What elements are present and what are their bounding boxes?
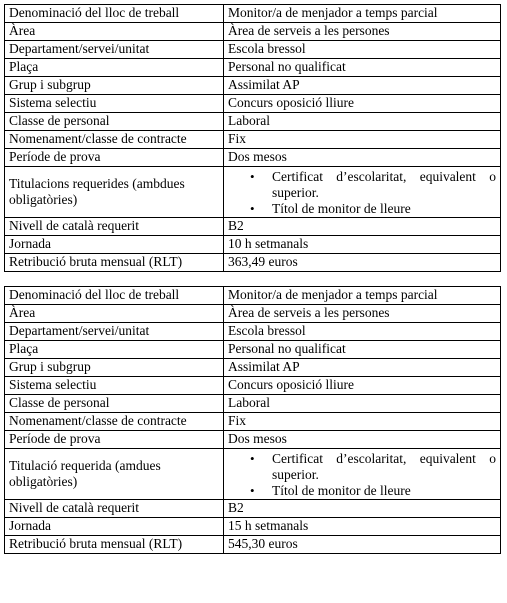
titulacions-value [224, 449, 501, 500]
titulacions-label: Titulacions requerides (ambdues obligatòries) [5, 167, 224, 218]
row-label: Període de prova [5, 431, 224, 449]
table-row [5, 77, 501, 95]
table-row [5, 23, 501, 41]
list-item [250, 483, 496, 499]
row-value: Assimilat AP [224, 359, 501, 377]
row-label: Classe de personal [5, 113, 224, 131]
table-row-titulacions [5, 167, 501, 218]
table-row-titulacions [5, 449, 501, 500]
job-table-2 [4, 286, 501, 554]
row-value: 10 h setmanals [224, 236, 501, 254]
row-label: Retribució bruta mensual (RLT) [5, 254, 224, 272]
document-body [4, 4, 501, 554]
row-label: Denominació del lloc de treball [5, 5, 224, 23]
row-label: Denominació del lloc de treball [5, 287, 224, 305]
row-label: Plaça [5, 59, 224, 77]
requirements-list [228, 451, 496, 499]
table-row [5, 149, 501, 167]
bullet-icon: • [250, 169, 255, 184]
row-value: Personal no qualificat [224, 341, 501, 359]
table-row [5, 41, 501, 59]
row-value: B2 [224, 500, 501, 518]
row-value: Dos mesos [224, 149, 501, 167]
list-item [250, 169, 496, 201]
table-row [5, 518, 501, 536]
row-label: Plaça [5, 341, 224, 359]
job-table-1 [4, 4, 501, 272]
table-row [5, 500, 501, 518]
row-label: Classe de personal [5, 395, 224, 413]
table-row [5, 95, 501, 113]
row-label: Jornada [5, 236, 224, 254]
row-value: Concurs oposició lliure [224, 377, 501, 395]
row-label: Nivell de català requerit [5, 500, 224, 518]
table-row [5, 431, 501, 449]
row-value: 15 h setmanals [224, 518, 501, 536]
row-value: Personal no qualificat [224, 59, 501, 77]
bullet-icon: • [250, 201, 255, 216]
table-row [5, 254, 501, 272]
row-value: Monitor/a de menjador a temps parcial [224, 5, 501, 23]
list-item [250, 201, 496, 217]
row-value: Laboral [224, 395, 501, 413]
requirements-list [228, 169, 496, 217]
row-label: Nivell de català requerit [5, 218, 224, 236]
table-row [5, 323, 501, 341]
row-label: Àrea [5, 305, 224, 323]
table-row [5, 377, 501, 395]
row-value: Laboral [224, 113, 501, 131]
row-value: Escola bressol [224, 323, 501, 341]
row-value: Fix [224, 131, 501, 149]
row-label: Retribució bruta mensual (RLT) [5, 536, 224, 554]
table-row [5, 536, 501, 554]
row-label: Departament/servei/unitat [5, 323, 224, 341]
row-label: Període de prova [5, 149, 224, 167]
requirement-text: Títol de monitor de lleure [272, 483, 411, 498]
row-value: Fix [224, 413, 501, 431]
row-value: 545,30 euros [224, 536, 501, 554]
requirement-text: Certificat d’escolaritat, equivalent o superior. [272, 451, 496, 482]
requirement-text: Certificat d’escolaritat, equivalent o superior. [272, 169, 496, 200]
table-row [5, 131, 501, 149]
titulacions-label: Titulació requerida (amdues obligatòries) [5, 449, 224, 500]
row-value: Concurs oposició lliure [224, 95, 501, 113]
table-row [5, 59, 501, 77]
row-label: Àrea [5, 23, 224, 41]
row-value: Àrea de serveis a les persones [224, 305, 501, 323]
list-item [250, 451, 496, 483]
row-label: Departament/servei/unitat [5, 41, 224, 59]
row-label: Nomenament/classe de contracte [5, 131, 224, 149]
table-row [5, 236, 501, 254]
table-row [5, 359, 501, 377]
row-value: B2 [224, 218, 501, 236]
titulacions-value [224, 167, 501, 218]
row-value: Escola bressol [224, 41, 501, 59]
row-label: Sistema selectiu [5, 377, 224, 395]
table-spacer [4, 272, 501, 286]
row-label: Nomenament/classe de contracte [5, 413, 224, 431]
table-row [5, 113, 501, 131]
row-value: Monitor/a de menjador a temps parcial [224, 287, 501, 305]
table-row [5, 341, 501, 359]
row-value: Assimilat AP [224, 77, 501, 95]
row-label: Grup i subgrup [5, 77, 224, 95]
table-row [5, 413, 501, 431]
bullet-icon: • [250, 451, 255, 466]
bullet-icon: • [250, 483, 255, 498]
row-value: Dos mesos [224, 431, 501, 449]
table-row [5, 5, 501, 23]
row-value: Àrea de serveis a les persones [224, 23, 501, 41]
requirement-text: Títol de monitor de lleure [272, 201, 411, 216]
table-row [5, 395, 501, 413]
table-row [5, 287, 501, 305]
row-label: Sistema selectiu [5, 95, 224, 113]
row-value: 363,49 euros [224, 254, 501, 272]
table-row [5, 218, 501, 236]
row-label: Jornada [5, 518, 224, 536]
table-row [5, 305, 501, 323]
row-label: Grup i subgrup [5, 359, 224, 377]
